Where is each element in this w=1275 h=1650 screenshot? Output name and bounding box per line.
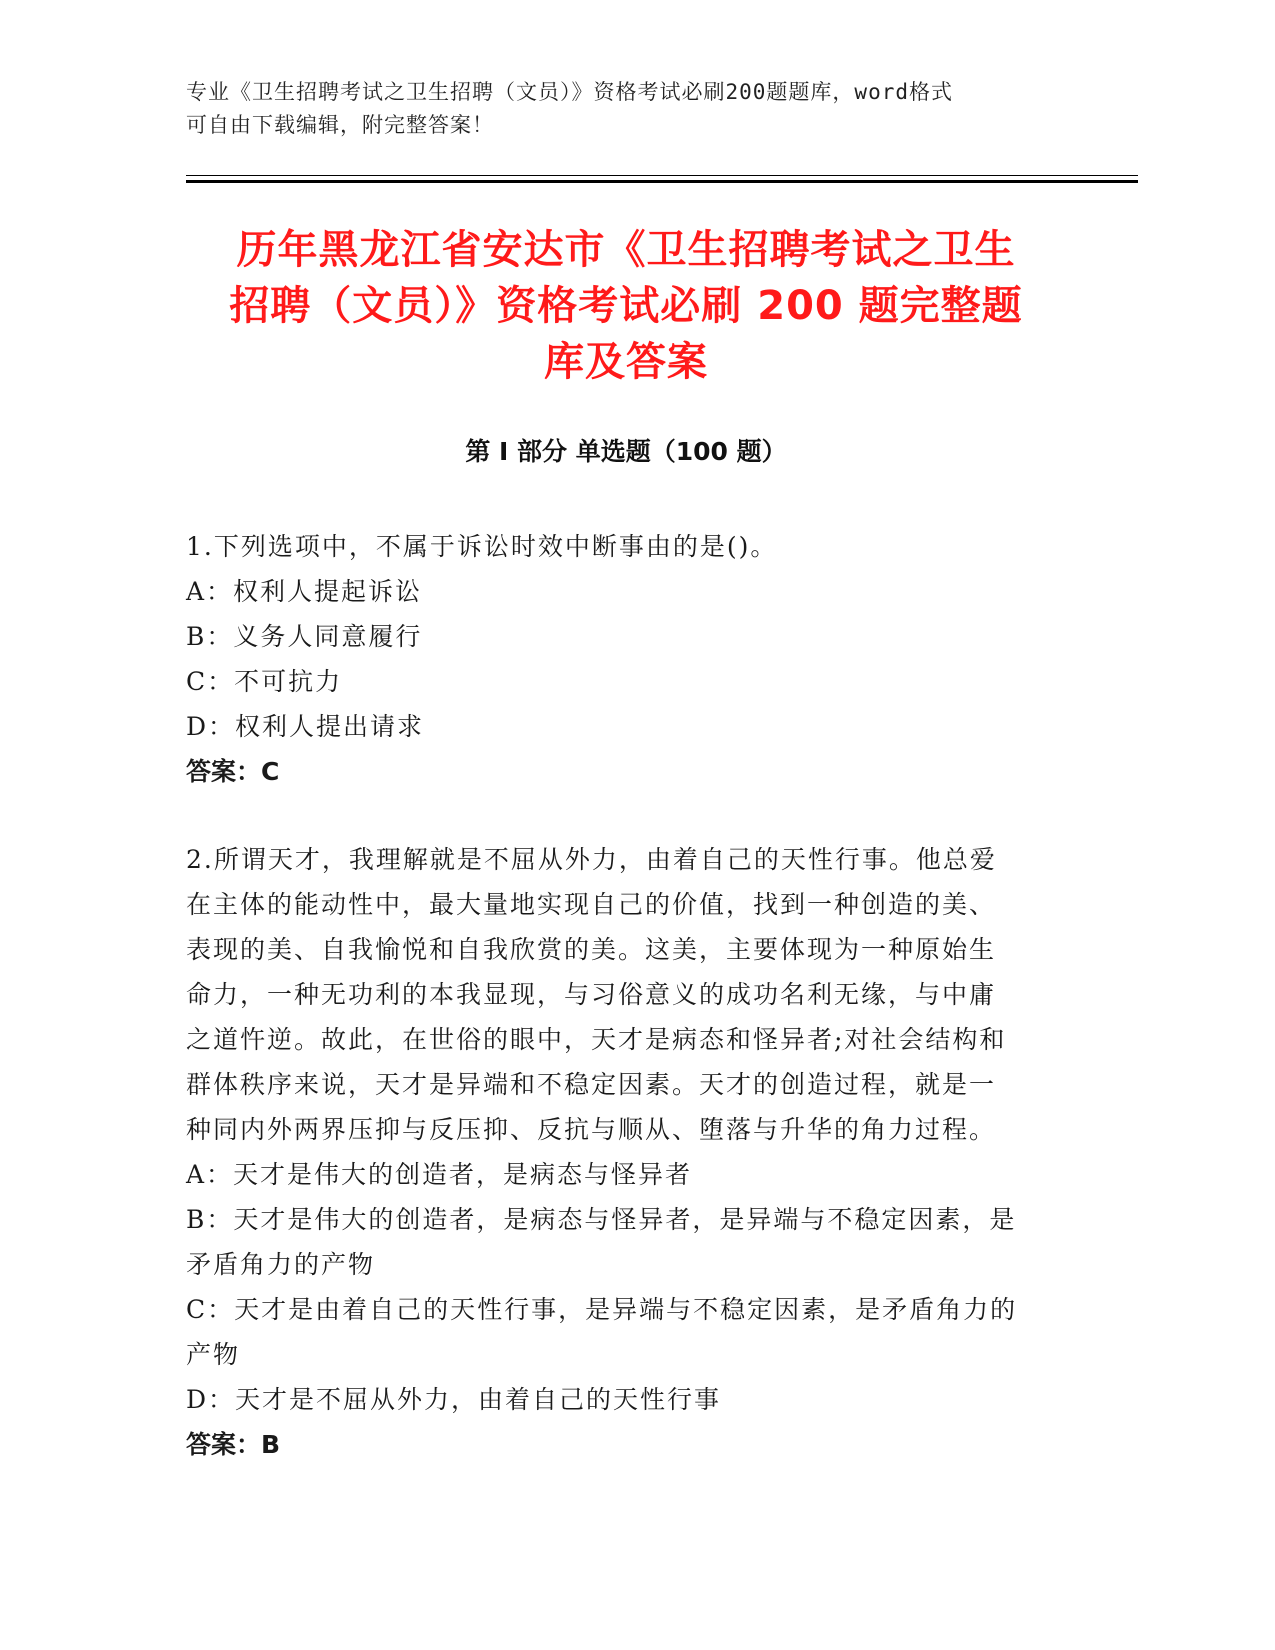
header-note-line-2: 可自由下载编辑，附完整答案！: [186, 113, 494, 137]
option-d: D：天才是不屈从外力，由着自己的天性行事: [186, 1385, 722, 1414]
option-a: A：天才是伟大的创造者，是病态与怪异者: [186, 1160, 693, 1189]
document-title-line-2: 招聘（文员）》资格考试必刷 200 题完整题: [229, 283, 1023, 329]
question-1: [186, 524, 1076, 794]
document-title: [186, 222, 1066, 390]
option-c-continued: 产物: [186, 1340, 241, 1369]
option-b-continued: 矛盾角力的产物: [186, 1250, 376, 1279]
question-stem-line: 之道忤逆。故此，在世俗的眼中，天才是病态和怪异者;对社会结构和: [186, 1025, 1007, 1054]
answer: 答案：C: [186, 757, 280, 786]
header-divider-thick: [186, 180, 1138, 183]
header-note: [186, 76, 1066, 142]
header-note-line-1: 专业《卫生招聘考试之卫生招聘（文员）》资格考试必刷200题题库，word格式: [186, 80, 953, 104]
question-stem-line: 在主体的能动性中，最大量地实现自己的价值，找到一种创造的美、: [186, 890, 997, 919]
answer: 答案：B: [186, 1430, 281, 1459]
section-title: 第 I 部分 单选题（100 题）: [465, 437, 787, 466]
option-d: D：权利人提出请求: [186, 712, 425, 741]
question-stem-line: 2.所谓天才，我理解就是不屈从外力，由着自己的天性行事。他总爱: [186, 845, 997, 874]
question-stem-line: 命力，一种无功利的本我显现，与习俗意义的成功名利无缘，与中庸: [186, 980, 997, 1009]
option-c: C：天才是由着自己的天性行事，是异端与不稳定因素，是矛盾角力的: [186, 1295, 1018, 1324]
option-c: C：不可抗力: [186, 667, 343, 696]
question-stem-line: 1.下列选项中，不属于诉讼时效中断事由的是()。: [186, 532, 778, 561]
document-title-line-1: 历年黑龙江省安达市《卫生招聘考试之卫生: [236, 227, 1016, 273]
header-divider-thin: [186, 175, 1138, 176]
option-b: B：义务人同意履行: [186, 622, 423, 651]
option-a: A：权利人提起诉讼: [186, 577, 423, 606]
question-stem-line: 种同内外两界压抑与反压抑、反抗与顺从、堕落与升华的角力过程。: [186, 1115, 997, 1144]
question-2: [186, 837, 1076, 1467]
question-stem-line: 表现的美、自我愉悦和自我欣赏的美。这美，主要体现为一种原始生: [186, 935, 997, 964]
document-title-line-3: 库及答案: [544, 339, 708, 385]
option-b: B：天才是伟大的创造者，是病态与怪异者，是异端与不稳定因素，是: [186, 1205, 1017, 1234]
question-stem-line: 群体秩序来说，天才是异端和不稳定因素。天才的创造过程，就是一: [186, 1070, 997, 1099]
